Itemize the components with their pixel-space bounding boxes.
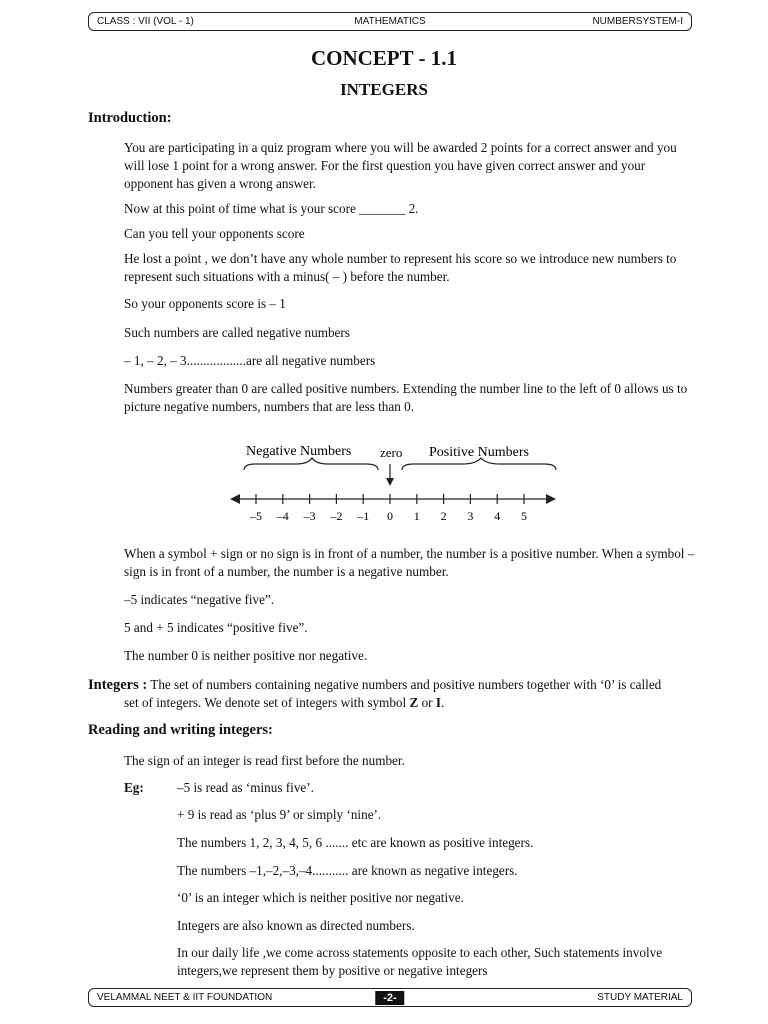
negative-brace <box>244 458 378 470</box>
tick-label: –2 <box>330 509 343 523</box>
eg-item-6: Integers are also known as directed numbers. <box>177 918 415 933</box>
section-title: INTEGERS <box>340 80 428 99</box>
right-arrowhead-icon <box>546 494 556 504</box>
reading-heading: Reading and writing integers: <box>88 722 273 738</box>
integers-definition-line-2 <box>124 694 444 712</box>
integers-text-1: The set of numbers containing negative numbers and positive numbers together with ‘0’ is called <box>147 677 662 692</box>
eg-item-7: In our daily life ,we come across statements opposite to each other, Such statements involve integers,we represent them by positive or negative integers <box>177 945 663 978</box>
page-header <box>88 12 692 31</box>
intro-paragraph-5: So your opponents score is – 1 <box>124 296 286 311</box>
intro-heading: Introduction: <box>88 110 172 126</box>
zero-label: zero <box>380 445 403 460</box>
symbol-i: I <box>435 695 441 710</box>
integers-end: . <box>441 695 445 710</box>
tick-label: 2 <box>440 509 447 523</box>
intro-paragraph-2: Now at this point of time what is your score _______ 2. <box>124 201 419 216</box>
page-number: -2- <box>375 991 404 1005</box>
tick-label: –1 <box>357 509 370 523</box>
number-line-svg <box>226 436 562 528</box>
footer-material: STUDY MATERIAL <box>597 992 683 1003</box>
integers-label: Integers : <box>88 677 148 693</box>
integers-or: or <box>418 695 436 710</box>
intro-paragraph-7: – 1, – 2, – 3..................are all negative numbers <box>124 353 376 368</box>
intro-paragraph-6: Such numbers are called negative numbers <box>124 325 350 340</box>
tick-label: 5 <box>521 509 527 523</box>
footer-institute: VELAMMAL NEET & IIT FOUNDATION <box>97 992 273 1003</box>
sign-paragraph-4: The number 0 is neither positive nor negative. <box>124 648 368 663</box>
intro-paragraph-8: Numbers greater than 0 are called positive numbers. Extending the number line to the left of 0 allows us to picture negative numbers, numbers that are less than 0. <box>124 381 688 414</box>
intro-paragraph-3: Can you tell your opponents score <box>124 226 305 241</box>
number-line-figure <box>226 436 562 528</box>
tick-label: –5 <box>250 509 262 523</box>
header-class: CLASS : VII (VOL - 1) <box>97 16 194 27</box>
positive-numbers-label: Positive Numbers <box>429 445 529 460</box>
negative-numbers-label: Negative Numbers <box>246 444 352 459</box>
sign-paragraph-3: 5 and + 5 indicates “positive five”. <box>124 620 308 635</box>
tick-label: 3 <box>467 509 474 523</box>
tick-label: 0 <box>387 509 393 523</box>
header-chapter: NUMBERSYSTEM-I <box>592 16 683 27</box>
intro-paragraph-4: He lost a point , we don’t have any whole number to represent his score so we introduce new numbers to represent such situations with a minus( – ) before the number. <box>124 251 677 284</box>
tick-label: 1 <box>413 509 420 523</box>
eg-item-3: The numbers 1, 2, 3, 4, 5, 6 ....... etc are known as positive integers. <box>177 835 534 850</box>
intro-paragraph-1: You are participating in a quiz program where you will be awarded 2 points for a correct answer and you will lose 1 point for a wrong answer. For the first question you have given correct answer and your opponent has given a wrong answer. <box>124 140 677 191</box>
eg-item-4: The numbers –1,–2,–3,–4........... are known as negative integers. <box>177 863 518 878</box>
integers-definition-line-1 <box>88 676 661 694</box>
page-footer <box>88 988 692 1007</box>
tick-label: –3 <box>303 509 316 523</box>
symbol-z: Z <box>409 695 419 710</box>
zero-arrow-icon <box>386 478 394 486</box>
header-subject: MATHEMATICS <box>354 16 426 27</box>
tick-label: 4 <box>494 509 501 523</box>
tick-label: –4 <box>276 509 289 523</box>
reading-paragraph-1: The sign of an integer is read first before the number. <box>124 753 405 768</box>
integers-text-2: set of integers. We denote set of integers with symbol <box>124 695 410 710</box>
left-arrowhead-icon <box>230 494 240 504</box>
sign-paragraph-2: –5 indicates “negative five”. <box>124 592 275 607</box>
eg-item-2: + 9 is read as ‘plus 9’ or simply ‘nine’. <box>177 807 382 822</box>
positive-brace <box>402 458 556 470</box>
eg-item-1: –5 is read as ‘minus five’. <box>177 780 314 795</box>
sign-paragraph-1: When a symbol + sign or no sign is in front of a number, the number is a positive number. When a symbol – sign is in front of a number, the number is a negative number. <box>124 546 695 579</box>
eg-item-5: ‘0’ is an integer which is neither positive nor negative. <box>177 890 464 905</box>
eg-label: Eg: <box>124 780 144 795</box>
concept-title: CONCEPT - 1.1 <box>310 46 458 70</box>
